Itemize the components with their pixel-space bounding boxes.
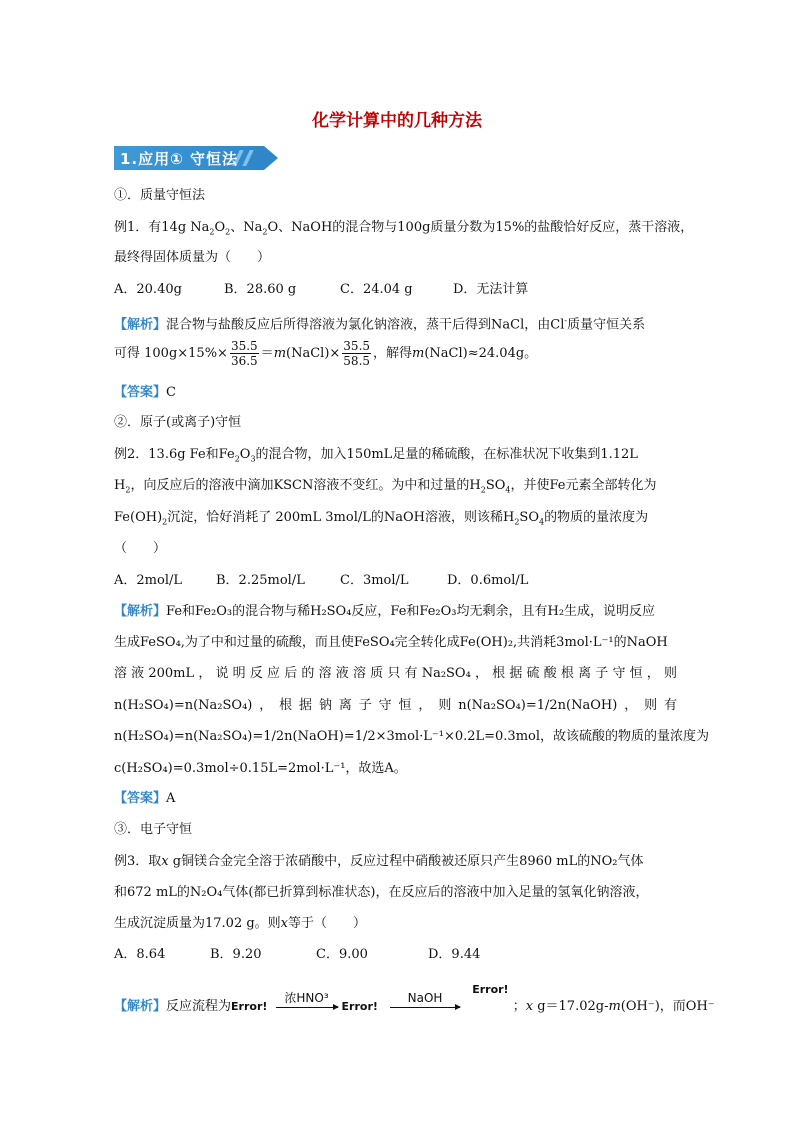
text: g铜镁合金完全溶于浓硝酸中，反应过程中硝酸被还原只产生8960 mL的NO₂气体 (168, 854, 644, 869)
text: 的物质的量浓度为 (544, 510, 649, 525)
example2-line1: 例2．13.6g Fe和$Fe_2O_3$的混合物，加入150mL足量的稀硫酸，在标准状况下收集到1.12L (114, 447, 638, 464)
analysis1-line2: 可得 100g×15%× $\frac{35.5}{36.5}$ ＝m(NaCl)× $\frac{35.5}{58.5}$ ，解得m(NaCl)≈24.04g。 (114, 339, 538, 368)
text: 、Na (230, 220, 263, 235)
analysis2-line5: n(H₂SO₄)=n(Na₂SO₄)=1/2n(NaOH)=1/2×3mol·L⁻¹×0.2L=0.3mol，故该硫酸的物质的量浓度为 (114, 729, 710, 744)
text: Fe(OH) (114, 510, 163, 525)
analysis2-line3: 溶液200mL，说明反应后的溶液溶质只有Na₂SO₄，根据硫酸根离子守恒，则 (114, 666, 677, 681)
denominator: 36.5 (230, 354, 258, 368)
text: O (239, 447, 251, 462)
variable-x: x (525, 999, 534, 1014)
example2-line3: $Fe(OH)_2$沉淀，恰好消耗了 200mL 3mol/L的NaOH溶液，则该稀$H_2SO_4$的物质的量浓度为 (114, 510, 649, 527)
text: O、NaOH的混合物与100g质量分数为15%的盐酸恰好反应，蒸干溶液， (267, 220, 694, 235)
error-field: Error! (231, 1000, 268, 1013)
example3-line1 (114, 853, 644, 871)
analysis3-line1: 【解析】反应流程为Error! 浓HNO³ Error! NaOH $^{Error!}$ ；x g＝17.02g-m(OH⁻)，而OH⁻ (114, 983, 715, 1014)
text: O (214, 220, 226, 235)
text: 等于（ ） (288, 916, 367, 931)
analysis1-line1: 【解析】混合物与盐酸反应后所得溶液为氯化钠溶液，蒸干后得到NaCl，由Cl-质量守恒关系 (114, 316, 646, 333)
analysis-tag: 【解析】 (114, 604, 167, 619)
analysis-tag: 【解析】 (114, 317, 167, 333)
option-b: B．9.20 (210, 947, 262, 962)
answer-tag: 【答案】 (114, 385, 167, 400)
option-d: D．9.44 (428, 947, 481, 962)
answer1 (114, 384, 176, 402)
example2-line4: （ ） (114, 541, 167, 556)
answer-value: A (166, 791, 176, 806)
text: 可得 100g×15%× (114, 346, 228, 361)
example1-options (114, 281, 528, 299)
text: 反应流程为 (166, 999, 232, 1014)
option-a: A．20.40g (114, 282, 182, 297)
answer-tag: 【答案】 (114, 791, 167, 806)
option-c: C．9.00 (316, 947, 368, 962)
analysis2-line1 (114, 603, 655, 621)
error-field: Error! (341, 1000, 378, 1013)
text: 的混合物，加入150mL足量的稀硫酸，在标准状况下收集到1.12L (255, 447, 638, 462)
example3-options (114, 946, 480, 964)
denominator: 58.5 (343, 354, 371, 368)
page-title: 化学计算中的几种方法 (312, 111, 482, 131)
error-field: Error! (472, 983, 509, 996)
analysis2-line2: 生成FeSO₄,为了中和过量的硫酸，而且使FeSO₄完全转化成Fe(OH)₂,共消耗3mol·L⁻¹的NaOH (114, 635, 668, 650)
text: SO (519, 510, 539, 525)
method3-heading: ③．电子守恒 (114, 822, 193, 837)
option-a: A．8.64 (114, 947, 166, 962)
example3-line2: 和672 mL的N₂O₄气体(都已折算到标准状态)，在反应后的溶液中加入足量的氢氧化钠溶液， (114, 885, 649, 900)
text: ，向反应后的溶液中滴加KSCN溶液不变红。为中和过量的H (130, 478, 481, 493)
variable-x: x (161, 854, 169, 869)
example2-line2: $H_2$，向反应后的溶液中滴加KSCN溶液不变红。为中和过量的$H_2SO_4$，并使Fe元素全部转化为 (114, 478, 657, 495)
text: 例2．13.6g Fe和Fe (114, 447, 235, 462)
fraction (230, 339, 259, 368)
text: H (114, 478, 126, 493)
text: ，并使Fe元素全部转化为 (510, 478, 657, 493)
text: (NaCl)≈24.04g。 (424, 346, 538, 361)
reaction-arrow (390, 991, 460, 1008)
text: 例1．有14g Na (114, 220, 210, 235)
text: 混合物与盐酸反应后所得溶液为氯化钠溶液，蒸干后得到NaCl，由Cl (166, 317, 565, 333)
fraction (342, 339, 371, 368)
text: g＝17.02g- (533, 999, 609, 1014)
text: 质量守恒关系 (567, 317, 646, 333)
example1-line1: 例1．有14g $Na_2O_2$、$Na_2O$、NaOH的混合物与100g质量分数为15%的盐酸恰好反应，蒸干溶液， (114, 220, 694, 237)
section-banner (114, 146, 284, 170)
variable-x: x (280, 916, 289, 931)
text: 沉淀，恰好消耗了 200mL 3mol/L的NaOH溶液，则该稀H (167, 510, 515, 525)
option-a: A．2mol/L (114, 573, 182, 588)
reaction-arrow (276, 991, 338, 1008)
numerator: 35.5 (230, 339, 258, 353)
text: ，解得 (373, 346, 413, 361)
analysis2-line6: c(H₂SO₄)=0.3mol÷0.15L=2mol·L⁻¹，故选A。 (114, 761, 407, 776)
text: 例3．取 (114, 854, 162, 869)
example3-line3 (114, 915, 366, 933)
option-c: C．24.04 g (340, 282, 413, 297)
example2-options (114, 572, 528, 590)
option-c: C．3mol/L (340, 573, 409, 588)
analysis2-line4: n(H₂SO₄)=n(Na₂SO₄)，根据钠离子守恒，则n(Na₂SO₄)=1/2n(NaOH)，则有 (114, 698, 677, 713)
text: (NaCl)× (286, 346, 341, 361)
option-b: B．2.25mol/L (216, 573, 305, 588)
arrow-label: 浓HNO³ (284, 991, 329, 1005)
numerator: 35.5 (343, 339, 371, 353)
answer-value: C (166, 385, 176, 400)
banner-arrow-tail (264, 146, 278, 170)
option-b: B．28.60 g (224, 282, 297, 297)
analysis-tag: 【解析】 (114, 999, 167, 1014)
method1-heading: ①．质量守恒法 (114, 188, 206, 203)
arrow-label: NaOH (407, 991, 443, 1005)
option-d: D．0.6mol/L (447, 573, 529, 588)
method2-heading: ②．原子(或离子)守恒 (114, 415, 242, 430)
option-d: D．无法计算 (453, 282, 529, 297)
example1-line2: 最终得固体质量为（ ） (114, 250, 271, 265)
section-title: 1.应用① 守恒法 (120, 150, 239, 168)
text: ； (512, 999, 526, 1014)
text: ＝ (260, 346, 274, 361)
text: 生成沉淀质量为17.02 g。则 (114, 916, 281, 931)
text: (OH⁻)，而OH⁻ (620, 999, 715, 1014)
answer2 (114, 790, 175, 808)
text: SO (485, 478, 506, 493)
text: Fe和Fe₂O₃的混合物与稀H₂SO₄反应，Fe和Fe₂O₃均无剩余，且有H₂生成，说明反应 (166, 604, 656, 619)
